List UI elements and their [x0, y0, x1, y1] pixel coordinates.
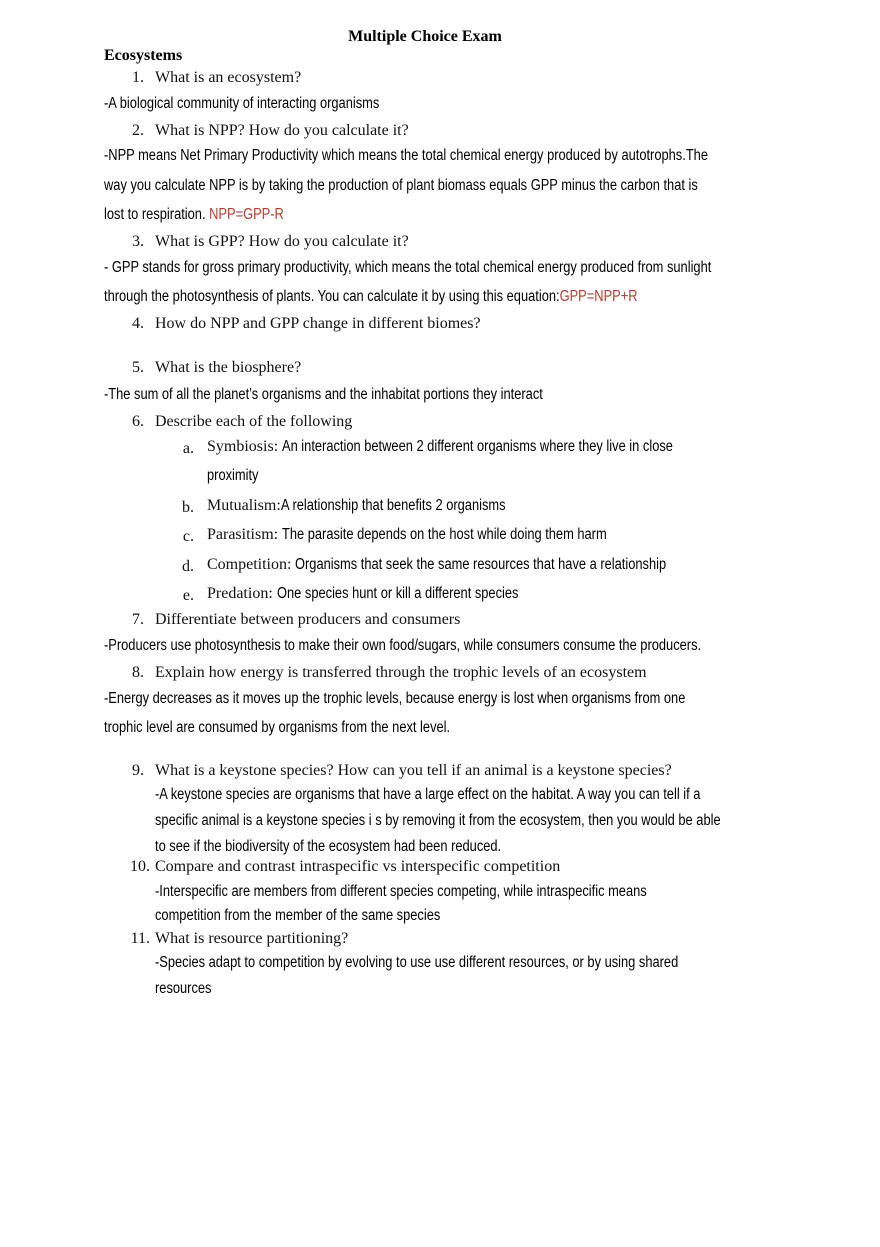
- answer-text: -The sum of all the planet’s organisms and the inhabitat portions they interact: [104, 386, 543, 403]
- question-number: 2.: [132, 122, 144, 139]
- sub-item-label: Mutualism:: [207, 497, 281, 514]
- sub-item-answer: The parasite depends on the host while doing them harm: [282, 526, 607, 543]
- sub-item-answer-continued: proximity: [207, 467, 259, 484]
- sub-item-letter: d.: [182, 558, 194, 575]
- sub-item: [207, 585, 568, 603]
- sub-item-label: Symbiosis:: [207, 438, 283, 455]
- sub-item: [207, 497, 551, 515]
- page-title: Multiple Choice Exam: [348, 28, 502, 45]
- answer-text: -A biological community of interacting organisms: [104, 95, 380, 112]
- question-number: 1.: [132, 69, 144, 86]
- question-number: 6.: [132, 413, 144, 430]
- sub-item-label: Predation:: [207, 585, 277, 602]
- answer-text: -Interspecific are members from different species competing, while intraspecific means: [155, 883, 647, 900]
- sub-item: [207, 556, 743, 574]
- sub-item-answer: Organisms that seek the same resources that have a relationship: [295, 556, 667, 573]
- sub-item-letter: a.: [182, 440, 194, 457]
- answer-text: way you calculate NPP is by taking the production of plant biomass equals GPP minus the carbon that is: [104, 177, 698, 194]
- question-text: Describe each of the following: [155, 413, 353, 430]
- answer-text: -Energy decreases as it moves up the trophic levels, because energy is lost when organisms from one: [104, 690, 686, 707]
- sub-item: [207, 438, 753, 456]
- sub-item-letter: b.: [182, 499, 194, 516]
- question-text: What is resource partitioning?: [155, 930, 349, 947]
- sub-item-answer: A relationship that benefits 2 organisms: [280, 497, 506, 514]
- question-text: Compare and contrast intraspecific vs interspecific competition: [155, 858, 561, 875]
- answer-text-part: lost to respiration.: [104, 206, 210, 223]
- question-text: What is GPP? How do you calculate it?: [155, 233, 409, 250]
- answer-text: -A keystone species are organisms that have a large effect on the habitat. A way you can tell if a: [155, 786, 701, 803]
- answer-text: trophic level are consumed by organisms from the next level.: [104, 719, 451, 736]
- question-text: What is the biosphere?: [155, 359, 302, 376]
- answer-text: [104, 288, 638, 306]
- question-number: 3.: [132, 233, 144, 250]
- sub-item: [207, 526, 673, 544]
- question-number: 10.: [130, 858, 150, 875]
- section-heading: Ecosystems: [104, 47, 183, 64]
- question-text: What is an ecosystem?: [155, 69, 302, 86]
- question-text: How do NPP and GPP change in different biomes?: [155, 315, 481, 332]
- question-text: What is NPP? How do you calculate it?: [155, 122, 409, 139]
- sub-item-label: Competition:: [207, 556, 296, 573]
- answer-text-part: through the photosynthesis of plants. You can calculate it by using this equation:: [104, 288, 560, 305]
- answer-text: -Producers use photosynthesis to make their own food/sugars, while consumers consume the producers.: [104, 637, 702, 654]
- sub-item-label: Parasitism:: [207, 526, 283, 543]
- question-number: 7.: [132, 611, 144, 628]
- question-text: What is a keystone species? How can you tell if an animal is a keystone species?: [155, 762, 672, 779]
- sub-item-answer: An interaction between 2 different organisms where they live in close: [282, 438, 674, 455]
- question-number: 8.: [132, 664, 144, 681]
- sub-item-letter: e.: [182, 587, 194, 604]
- sub-item-letter: c.: [182, 528, 194, 545]
- answer-text: specific animal is a keystone species i s by removing it from the ecosystem, then you would be able: [155, 812, 721, 829]
- question-number: 9.: [132, 762, 144, 779]
- question-text: Explain how energy is transferred through the trophic levels of an ecosystem: [155, 664, 647, 681]
- sub-item-answer: One species hunt or kill a different species: [276, 585, 519, 602]
- formula-text: NPP=GPP-R: [209, 206, 284, 223]
- question-number: 11.: [130, 930, 150, 947]
- answer-text: [104, 206, 284, 224]
- answer-text: -NPP means Net Primary Productivity which means the total chemical energy produced by autotrophs.The: [104, 147, 708, 164]
- question-number: 5.: [132, 359, 144, 376]
- answer-text: resources: [155, 980, 212, 997]
- answer-text: -Species adapt to competition by evolving to use use different resources, or by using shared: [155, 954, 679, 971]
- formula-text: GPP=NPP+R: [559, 288, 638, 305]
- answer-text: - GPP stands for gross primary productivity, which means the total chemical energy produced from sunlight: [104, 259, 712, 276]
- question-text: Differentiate between producers and consumers: [155, 611, 461, 628]
- answer-text: to see if the biodiversity of the ecosystem had been reduced.: [155, 838, 502, 855]
- answer-text: competition from the member of the same species: [155, 907, 441, 924]
- question-number: 4.: [132, 315, 144, 332]
